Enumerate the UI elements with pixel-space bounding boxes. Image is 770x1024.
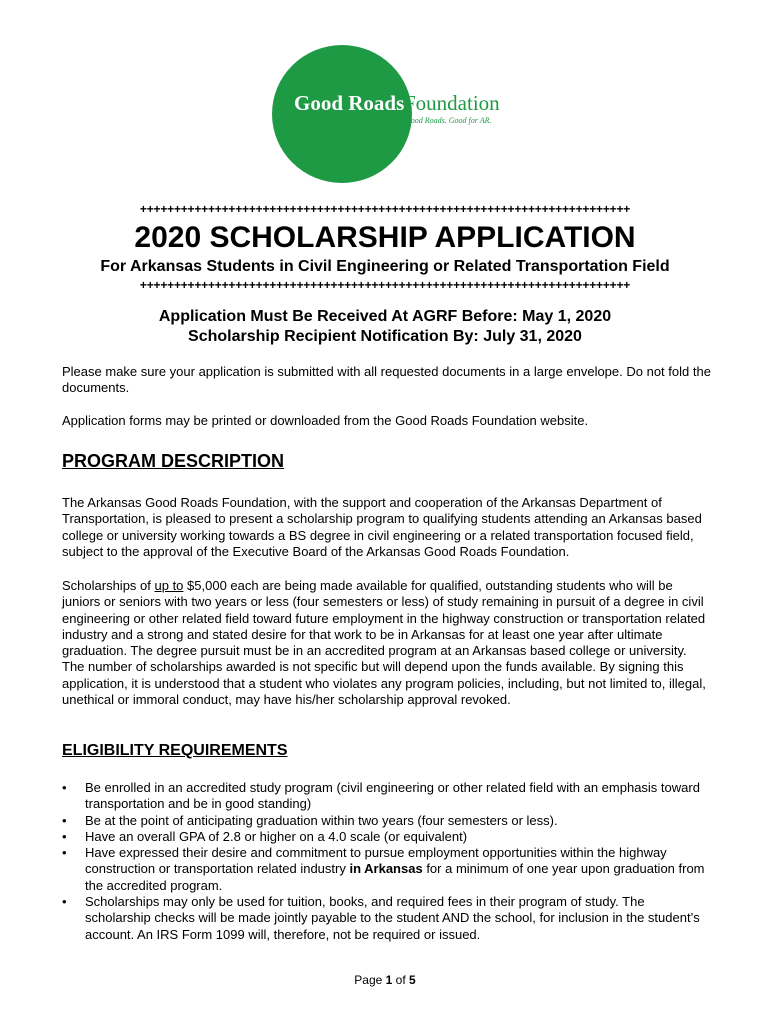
program-description-paragraph-2 — [62, 578, 712, 708]
page-footer — [0, 972, 770, 988]
eligibility-item-text: Scholarships may only be used for tuition, books, and required fees in their program of study. The scholarship checks will be made jointly payable to the student AND the school, for inclusion in the student’s account. An IRS Form 1099 will, therefore, not be required or issued. — [85, 894, 700, 942]
eligibility-list — [62, 780, 712, 943]
total-pages: 5 — [409, 973, 416, 987]
page-number: 1 — [385, 973, 393, 987]
eligibility-item-text-post: for a minimum of one year upon graduation from the accredited program. — [85, 861, 705, 893]
in-arkansas-bold: in Arkansas — [349, 861, 423, 877]
bullet-icon: • — [62, 845, 67, 861]
eligibility-item-graduation — [62, 813, 712, 829]
bullet-icon: • — [62, 894, 67, 910]
good-roads-foundation-logo — [272, 44, 512, 184]
bullet-icon: • — [62, 812, 67, 828]
intro-paragraph-website: Application forms may be printed or downloaded from the Good Roads Foundation website. — [62, 413, 589, 428]
eligibility-item-employment — [62, 845, 712, 894]
program-description-paragraph-1: The Arkansas Good Roads Foundation, with the support and cooperation of the Arkansas Department of Transportation, is pleased to present a scholarship program to qualifying students attending an Arkansas based college or university working towards a BS degree in civil engineering or a related transportation focused field, subject to the approval of the Executive Board of the Arkansas Good Roads Foundation. — [62, 495, 702, 559]
logo-tagline: Good Roads. Good for AR. — [405, 116, 492, 125]
of-label: of — [392, 973, 410, 987]
page-title: 2020 SCHOLARSHIP APPLICATION — [134, 221, 636, 254]
application-deadline: Application Must Be Received At AGRF Before: May 1, 2020 — [158, 308, 612, 325]
logo-graphic — [272, 44, 512, 184]
page-subtitle: For Arkansas Students in Civil Engineering or Related Transportation Field — [100, 258, 670, 275]
logo-text-good-roads: Good Roads — [294, 91, 405, 115]
notification-date: Scholarship Recipient Notification By: July 31, 2020 — [188, 328, 582, 345]
intro-paragraph-envelope: Please make sure your application is submitted with all requested documents in a large envelope. Do not fold the documents. — [62, 364, 711, 396]
bullet-icon: • — [62, 828, 67, 844]
eligibility-item-text: Be at the point of anticipating graduation within two years (four semesters or less). — [85, 812, 558, 828]
page-label: Page — [354, 973, 386, 987]
eligibility-item-text-pre: Have expressed their desire and commitment to pursue employment opportunities within the highway construction or transportation related industry — [85, 845, 667, 877]
eligibility-item-enrolled — [62, 780, 712, 813]
bullet-icon: • — [62, 780, 67, 795]
eligibility-item-text: Have an overall GPA of 2.8 or higher on a 4.0 scale (or equivalent) — [85, 828, 468, 844]
eligibility-item-gpa — [62, 829, 712, 845]
program-description-heading: PROGRAM DESCRIPTION — [62, 451, 285, 471]
plus-separator-top: ++++++++++++++++++++++++++++++++++++++++++++++++++++++++++++++++++++++++ — [139, 202, 631, 216]
logo-text-foundation: Foundation — [404, 91, 500, 115]
plus-separator-bottom: ++++++++++++++++++++++++++++++++++++++++++++++++++++++++++++++++++++++++ — [139, 278, 631, 292]
eligibility-item-text: Be enrolled in an accredited study program (civil engineering or other related field with an emphasis toward transportation and be in good standing) — [85, 780, 700, 812]
eligibility-requirements-heading: ELIGIBILITY REQUIREMENTS — [62, 742, 288, 759]
scholarship-text-post: $5,000 each are being made available for qualified, outstanding students who will be juniors or seniors with two years or less (four semesters or less) of study remaining in pursuit of a degree in civil engineering or other related field toward future employment in the highway construction or transportation related industry and a strong and stated desire for that work to be in Arkansas for at least one year after ultimate graduation. The degree pursuit must be in an accredited program at an Arkansas based college or university. The number of scholarships awarded is not specific but will depend upon the funds available. By signing this application, it is understood that a student who violates any program policies, including, but not limited to, illegal, unethical or immoral conduct, may have his/her scholarship approval revoked. — [62, 578, 706, 708]
scholarship-text-pre: Scholarships of — [62, 578, 155, 593]
eligibility-item-usage — [62, 894, 712, 943]
up-to-underlined: up to — [154, 578, 184, 593]
